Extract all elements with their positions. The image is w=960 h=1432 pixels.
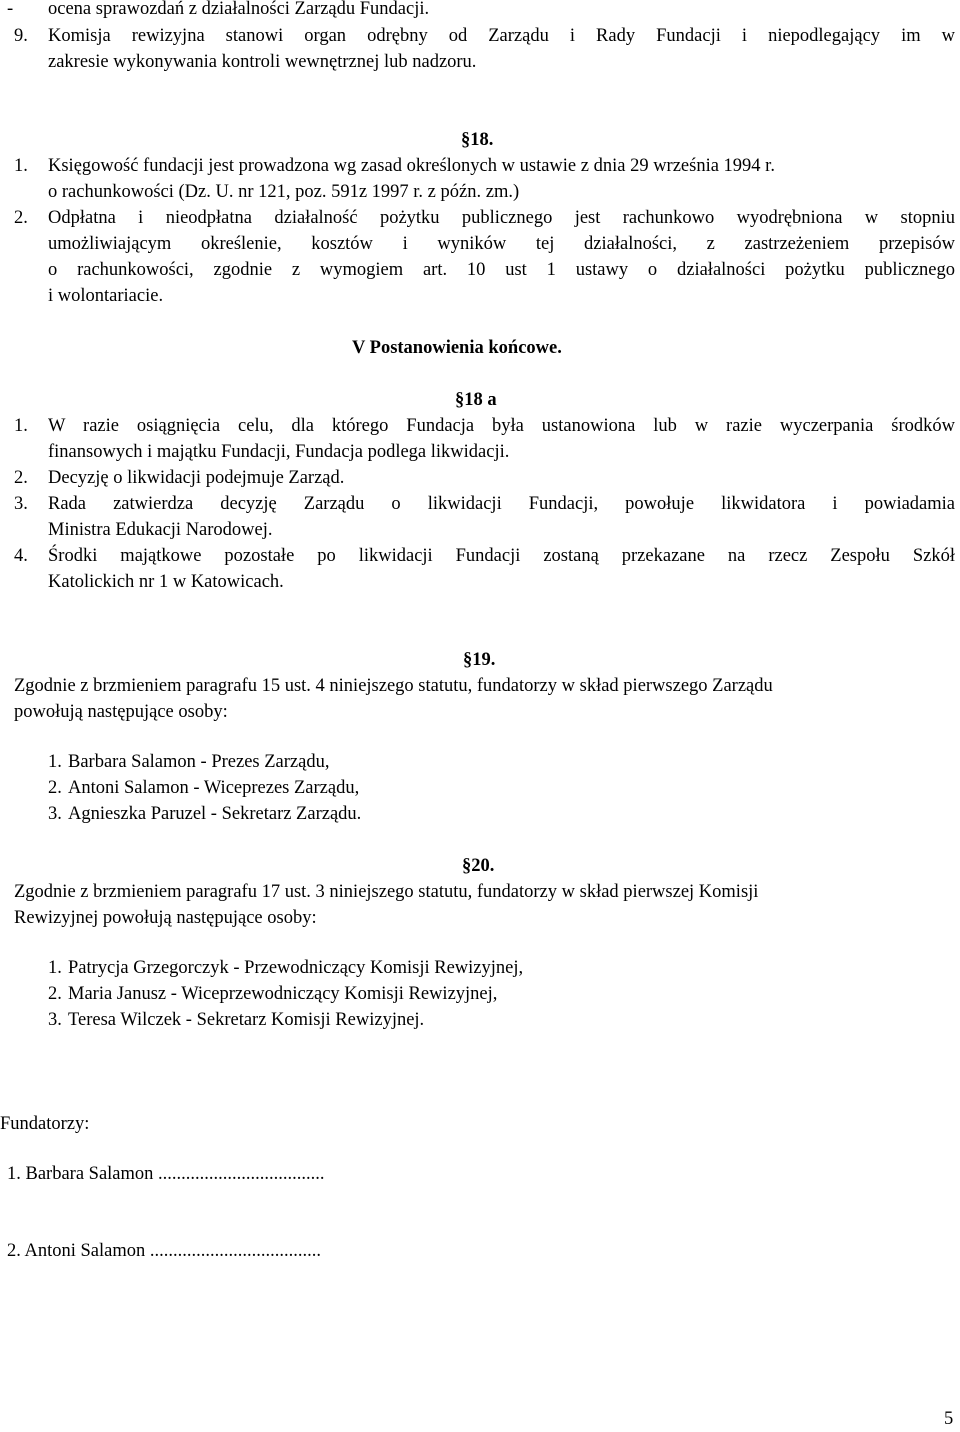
section-18a-heading: §18 a bbox=[455, 390, 497, 410]
s19-item3-number: 3. bbox=[48, 804, 62, 824]
item9-marker: 9. bbox=[14, 26, 28, 46]
s18a-p2-marker: 2. bbox=[14, 468, 28, 488]
s18-p1-line2: o rachunkowości (Dz. U. nr 121, poz. 591z 1997 r. z późn. zm.) bbox=[48, 182, 520, 202]
s20-intro-line1: Zgodnie z brzmieniem paragrafu 17 ust. 3 niniejszego statutu, fundatorzy w skład pierwszej Komisji bbox=[14, 882, 759, 902]
s20-item1-number: 1. bbox=[48, 958, 62, 978]
s18-p2-line2: umożliwiającym określenie, kosztów i wyników tej działalności, z zastrzeżeniem przepisów bbox=[48, 234, 955, 254]
section-sign-icon: § bbox=[461, 130, 471, 150]
s19-item1-number: 1. bbox=[48, 752, 62, 772]
s19-intro-line1: Zgodnie z brzmieniem paragrafu 15 ust. 4 niniejszego statutu, fundatorzy w skład pierwszego Zarządu bbox=[14, 676, 773, 696]
section-sign-icon: § bbox=[462, 856, 472, 876]
section-18-heading: §18. bbox=[461, 130, 494, 150]
dash-line-text: ocena sprawozdań z działalności Zarządu Fundacji. bbox=[48, 0, 430, 19]
s20-item1-text: Patrycja Grzegorczyk - Przewodniczący Komisji Rewizyjnej, bbox=[68, 958, 524, 978]
item9-line1: Komisja rewizyjna stanowi organ odrębny od Zarządu i Rady Fundacji i niepodlegający im w bbox=[48, 26, 955, 46]
s20-item3-number: 3. bbox=[48, 1010, 62, 1030]
s19-intro-line2: powołują następujące osoby: bbox=[14, 702, 228, 722]
s18a-p4-marker: 4. bbox=[14, 546, 28, 566]
s19-item3-text: Agnieszka Paruzel - Sekretarz Zarządu. bbox=[68, 804, 362, 824]
founder-1-signature-line: 1. Barbara Salamon .................................... bbox=[7, 1164, 325, 1184]
s19-item1-text: Barbara Salamon - Prezes Zarządu, bbox=[68, 752, 330, 772]
founders-label: Fundatorzy: bbox=[0, 1114, 90, 1134]
s19-item2-text: Antoni Salamon - Wiceprezes Zarządu, bbox=[68, 778, 360, 798]
chapter-v-heading: V Postanowienia końcowe. bbox=[352, 338, 562, 358]
s18a-p1-line1: W razie osiągnięcia celu, dla którego Fundacja była ustanowiona lub w razie wyczerpania środków bbox=[48, 416, 955, 436]
s18a-p2-line1: Decyzję o likwidacji podejmuje Zarząd. bbox=[48, 468, 345, 488]
s18a-p3-line1: Rada zatwierdza decyzję Zarządu o likwidacji Fundacji, powołuje likwidatora i powiadamia bbox=[48, 494, 955, 514]
s20-item2-text: Maria Janusz - Wiceprzewodniczący Komisji Rewizyjnej, bbox=[68, 984, 498, 1004]
s18a-p1-marker: 1. bbox=[14, 416, 28, 436]
s20-intro-line2: Rewizyjnej powołują następujące osoby: bbox=[14, 908, 317, 928]
s20-item2-number: 2. bbox=[48, 984, 62, 1004]
page-number: 5 bbox=[944, 1409, 954, 1429]
s19-item2-number: 2. bbox=[48, 778, 62, 798]
section-sign-icon: § bbox=[455, 390, 465, 410]
s18-p2-marker: 2. bbox=[14, 208, 28, 228]
s18a-p1-line2: finansowych i majątku Fundacji, Fundacja podlega likwidacji. bbox=[48, 442, 510, 462]
s18-p1-line1: Księgowość fundacji jest prowadzona wg zasad określonych w ustawie z dnia 29 września 1994 r. bbox=[48, 156, 775, 176]
s18a-p4-line1: Środki majątkowe pozostałe po likwidacji Fundacji zostaną przekazane na rzecz Zespołu Szkół bbox=[48, 546, 955, 566]
s18-p2-line4: i wolontariacie. bbox=[48, 286, 164, 306]
section-sign-icon: § bbox=[463, 650, 473, 670]
founder-2-signature-line: 2. Antoni Salamon ..................................... bbox=[7, 1241, 321, 1261]
item9-line2: zakresie wykonywania kontroli wewnętrznej lub nadzoru. bbox=[48, 52, 477, 72]
s18a-p3-marker: 3. bbox=[14, 494, 28, 514]
section-20-heading: §20. bbox=[462, 856, 495, 876]
s18-p2-line3: o rachunkowości, zgodnie z wymogiem art. 10 ust 1 ustawy o działalności pożytku publicznego bbox=[48, 260, 955, 280]
s18a-p3-line2: Ministra Edukacji Narodowej. bbox=[48, 520, 273, 540]
s18-p1-marker: 1. bbox=[14, 156, 28, 176]
section-19-heading: §19. bbox=[463, 650, 496, 670]
s18a-p4-line2: Katolickich nr 1 w Katowicach. bbox=[48, 572, 284, 592]
s18-p2-line1: Odpłatna i nieodpłatna działalność pożytku publicznego jest rachunkowo wyodrębniona w stopniu bbox=[48, 208, 955, 228]
dash-marker: - bbox=[7, 0, 14, 19]
s20-item3-text: Teresa Wilczek - Sekretarz Komisji Rewizyjnej. bbox=[68, 1010, 425, 1030]
